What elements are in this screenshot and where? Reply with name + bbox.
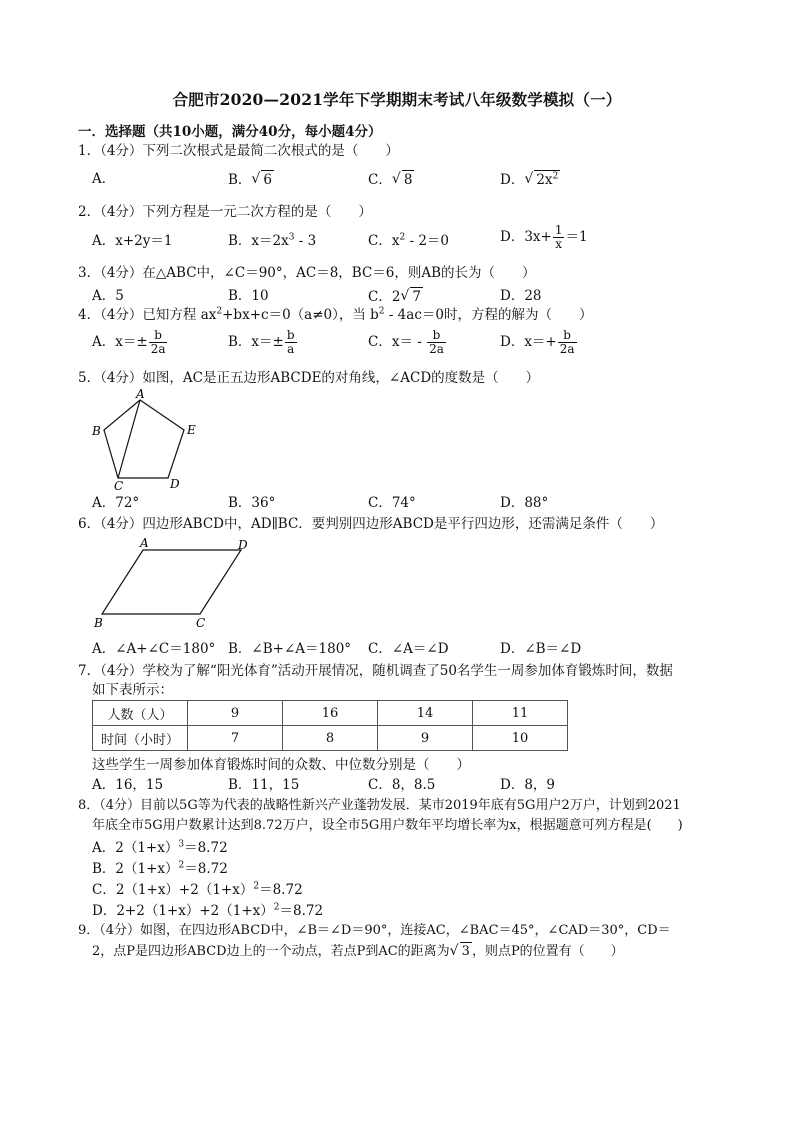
q2-d-denominator: x [555,237,563,251]
q6-option-a: A．∠A+∠C＝180° [92,641,216,657]
q3-option-b: B．10 [228,288,269,304]
q8-c-pre: C．2（1+x）+2（1+x） [92,882,254,898]
q8-a-exp: 3 [178,839,185,850]
table-cell: 10 [473,726,568,751]
q9-line2-post: ，则点P的位置有（ ） [471,944,624,959]
q2-option-b-pre: B．x＝2x [228,233,289,249]
q1-option-c [368,170,414,189]
vertex-label-e: E [187,423,196,437]
q8-d-pre: D．2+2（1+x）+2（1+x） [92,903,274,919]
sqrt-sign: √ 7 [400,288,422,305]
page-title: 合肥市2020—2021学年下学期期末考试八年级数学模拟（一） [172,90,622,109]
q3-option-c-radicand: 7 [412,289,422,305]
q4-stem-pre: 4．（4分）已知方程 ax [78,307,217,323]
table-cell: 14 [378,701,473,726]
q6-option-d: D．∠B＝∠D [500,641,582,657]
question-8-stem-line1: 8．（4分）目前以5G等为代表的战略性新兴产业蓬勃发展．某市2019年底有5G用户2万户，计划到2021 [78,798,681,813]
q5-option-a: A．72° [92,495,140,511]
q8-option-d [92,902,323,920]
q4-b-num: b [286,328,295,342]
q8-b-exp: 2 [178,860,185,871]
pentagon-outline [104,400,184,478]
q6-option-b: B．∠B+∠A＝180° [228,641,352,657]
q3-option-a: A．5 [92,288,124,304]
data-table [92,700,568,751]
q2-option-d [500,224,588,251]
q8-option-a [92,839,228,857]
q4-b-pre: B．x＝± [228,334,284,350]
q2-option-d-post: ＝1 [565,229,588,245]
q3-option-c [368,287,423,306]
vertex-label-d: D [238,538,248,552]
question-1-stem: 1．（4分）下列二次根式是最简二次根式的是（ ） [78,143,399,159]
q4-d-num: b [558,329,577,343]
question-2-stem: 2．（4分）下列方程是一元二次方程的是（ ） [78,204,372,220]
table-cell: 16 [283,701,378,726]
parallelogram-outline [102,550,241,614]
table-row [93,701,568,726]
q8-option-c [92,881,303,899]
q3-option-c-label: C．2 [368,289,401,305]
q7-option-b: B．11，15 [228,777,300,793]
table-cell: 时间（小时） [93,726,188,751]
question-7-followup: 这些学生一周参加体育锻炼时间的众数、中位数分别是（ ） [92,757,470,773]
sqrt-sign: √ 6 [251,171,273,188]
parallelogram-figure [88,536,263,630]
question-7-stem-line2: 如下表所示： [92,682,173,698]
fraction [149,329,168,356]
table-row [93,726,568,751]
q6-option-c: C．∠A＝∠D [368,641,449,657]
q4-option-d [500,329,578,356]
q4-c-num: b [427,329,446,343]
vertex-label-a: A [140,536,149,550]
q1-option-a: A． [92,171,116,187]
q4-option-b [228,329,298,356]
table-cell: 9 [188,701,283,726]
q2-option-c-pre: C．x [368,233,400,249]
q8-a-post: ＝8.72 [184,840,228,856]
q1-option-d-label: D． [500,172,525,188]
question-6-stem: 6．（4分）四边形ABCD中，AD∥BC．要判别四边形ABCD是平行四边形，还需满足条件（ ） [78,516,664,532]
vertex-label-c: C [114,479,124,492]
table-cell: 人数（人） [93,701,188,726]
q8-d-exp: 2 [273,902,280,913]
q4-b-den: a [287,342,295,356]
table-cell: 7 [188,726,283,751]
q5-option-b: B．36° [228,495,276,511]
q8-c-post: ＝8.72 [259,882,303,898]
q7-option-a: A．16，15 [92,777,164,793]
question-9-stem-line2 [92,942,624,961]
pentagon-figure [88,388,208,492]
q1-option-d-radicand: 2x [536,172,553,188]
q8-c-exp: 2 [253,881,260,892]
sqrt-sign: √ 3 [449,943,470,959]
fraction [285,329,297,356]
section-heading: 一．选择题（共10小题，满分40分，每小题4分） [78,124,382,140]
question-3-stem: 3．（4分）在△ABC中，∠C＝90°，AC＝8，BC＝6，则AB的长为（ ） [78,265,536,281]
q3-option-d: D．28 [500,288,542,304]
sqrt-sign: √ 8 [391,171,413,188]
q2-option-c-post: - 2＝0 [405,233,450,249]
q2-option-d-pre: D．3x+ [500,229,552,245]
vertex-label-a: A [136,388,145,401]
fraction [553,224,565,251]
q4-d-den: 2a [559,342,575,356]
vertex-label-b: B [92,424,101,438]
table-cell: 11 [473,701,568,726]
q8-b-post: ＝8.72 [184,861,228,877]
q7-option-d: D．8，9 [500,777,556,793]
q4-a-pre: A．x＝± [92,334,148,350]
q8-a-pre: A．2（1+x） [92,840,179,856]
q1-option-c-label: C． [368,172,392,188]
q1-option-b [228,170,274,189]
q1-option-d [500,170,560,189]
q9-line2-pre: 2，点P是四边形ABCD边上的一个动点，若点P到AC的距离为 [92,944,450,959]
question-7-stem-line1: 7．（4分）学校为了解“阳光体育”活动开展情况，随机调查了50名学生一周参加体育锻炼时间，数据 [78,663,673,679]
q8-b-pre: B．2（1+x） [92,861,179,877]
table-cell: 9 [378,726,473,751]
q5-option-c: C．74° [368,495,416,511]
question-9-stem-line1: 9．（4分）如图，在四边形ABCD中，∠B＝∠D＝90°，连接AC，∠BAC＝45°，∠CAD＝30°，CD＝ [78,923,671,938]
q2-option-c: C．$x^2 - 2=0$ [368,232,450,249]
q4-option-c [368,329,447,356]
q4-a-num: b [149,329,168,343]
question-8-stem-line2: 年底全市5G用户数累计达到8.72万户，设全市5G用户数年平均增长率为x，根据题意可列方程是( ) [92,818,683,833]
sqrt-sign: √ $2x^2$ [524,171,559,188]
fraction [558,329,577,356]
q8-option-b [92,860,228,878]
vertex-label-c: C [196,616,206,630]
diagonal-ac [118,400,140,478]
question-4-stem: 4．（4分）已知方程 $ax^2+bx+c=0(a\ne 0)$，当 $b^2 - 4ac=0$时，方程的解为（ ） [78,306,593,323]
question-5-stem: 5．（4分）如图，AC是正五边形ABCDE的对角线，∠ACD的度数是（ ） [78,370,540,386]
fraction [427,329,446,356]
q4-option-a [92,329,168,356]
q1-option-b-radicand: 6 [263,172,273,188]
q4-c-den: 2a [429,342,444,356]
q4-stem-post: - 4ac＝0时，方程的解为（ ） [384,307,593,323]
vertex-label-d: D [170,477,180,491]
q5-option-d: D．88° [500,495,549,511]
vertex-label-b: B [94,616,103,630]
q2-option-b-post: - 3 [294,233,317,249]
q1-option-b-label: B． [228,172,252,188]
q9-radicand: 3 [461,944,470,959]
q7-option-c: C．8，8.5 [368,777,436,793]
q4-stem-mid: +bx+c＝0（a≠0），当 b [222,307,379,323]
q4-c-pre: C．x＝ - [368,334,427,350]
q2-option-a: A．x+2y＝1 [92,233,173,249]
table-cell: 8 [283,726,378,751]
q2-option-b: B．$x=2x^3 - 3$ [228,232,317,249]
q8-d-post: ＝8.72 [279,903,324,919]
q2-d-numerator: 1 [554,223,563,237]
q1-option-c-radicand: 8 [403,172,413,188]
q4-a-den: 2a [150,342,166,356]
q4-d-pre: D．x＝+ [500,334,557,350]
